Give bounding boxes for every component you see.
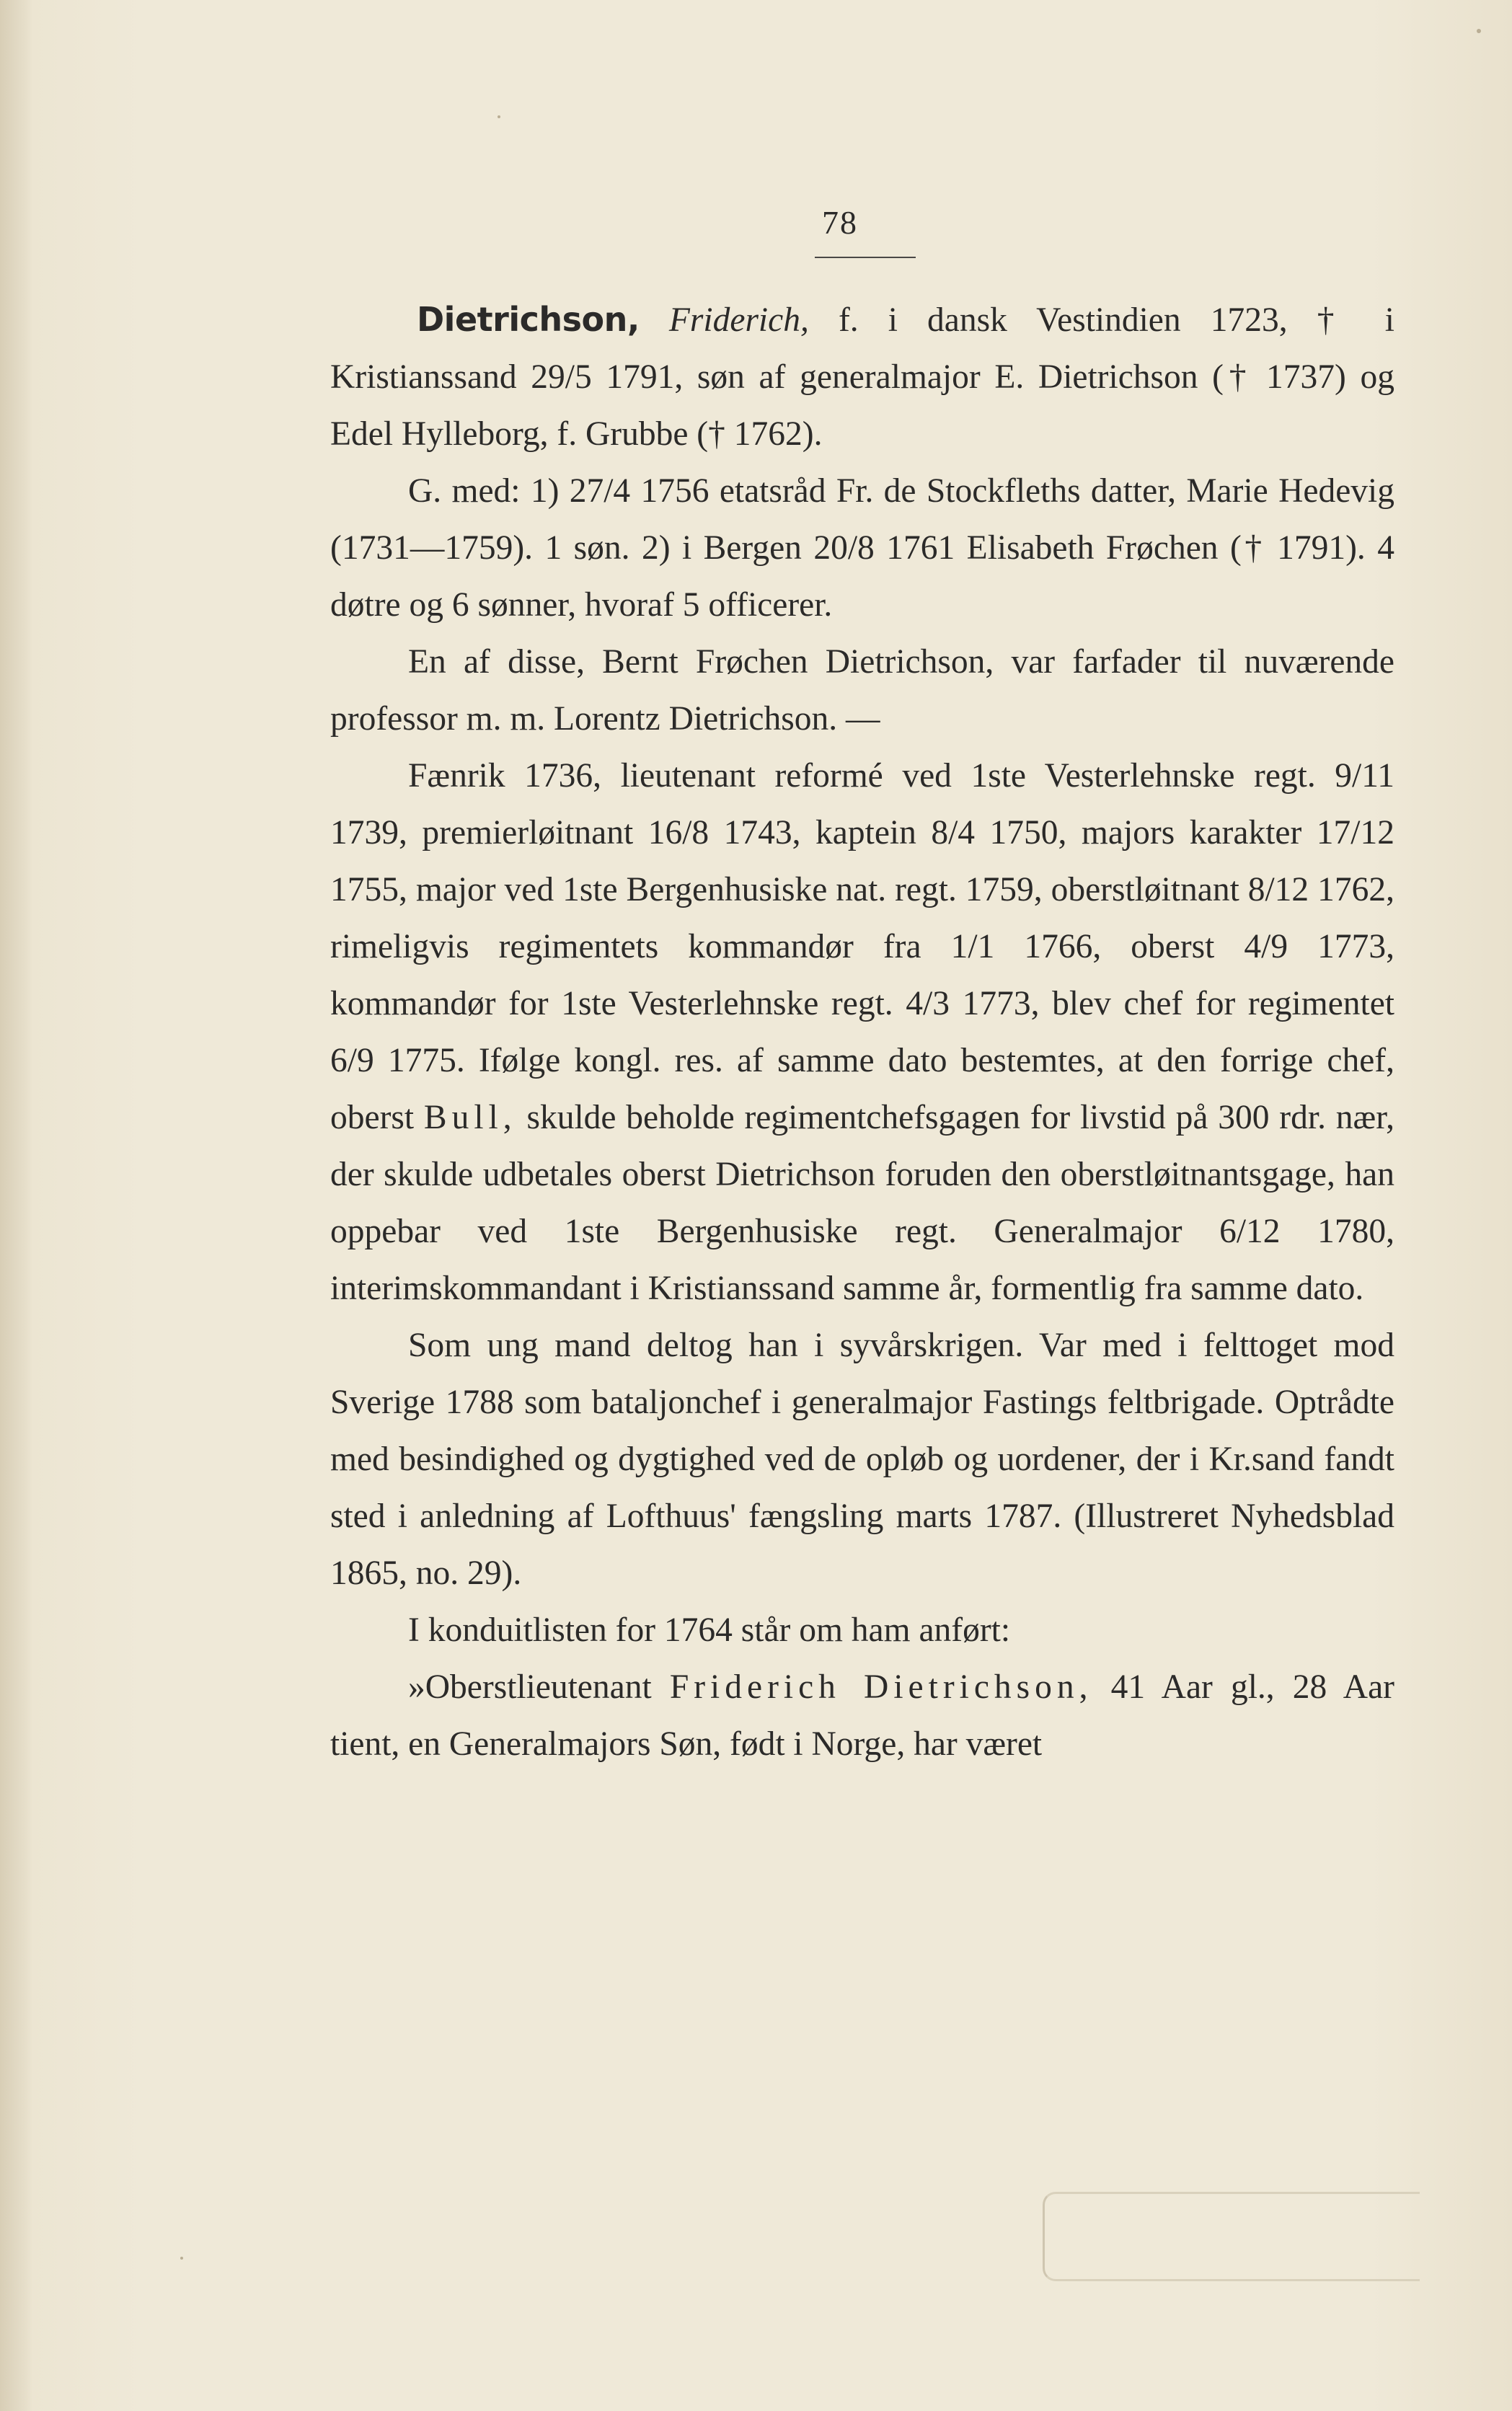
entry-given-name: Friderich,	[668, 301, 809, 339]
spaced-name-bull: Bull,	[423, 1099, 517, 1136]
paper-speck	[180, 2257, 183, 2260]
entry-body	[330, 291, 1394, 1773]
page-edge-shadow	[0, 0, 33, 2411]
quote-open: »Oberstlieutenant	[408, 1668, 652, 1706]
career-text-continued: skulde beholde regimentchefsgagen for livstid på 300 rdr. nær, der skulde udbetales oberst Dietrichson foruden den oberstløitnantsgage, han oppebar ved 1ste Bergenhusiske regt. Generalmajor 6/12 1780, interimskommandant i Kristianssand samme år, formentlig fra samme dato.	[330, 1099, 1394, 1307]
page-corner-mark	[1043, 2192, 1420, 2281]
entry-paragraph-conduct-list: I konduitlisten for 1764 står om ham anført:	[408, 1611, 1011, 1649]
entry-paragraph-marriages: G. med: 1) 27/4 1756 etatsråd Fr. de Stockfleths datter, Marie Hedevig (1731—1759). 1 søn. 2) i Bergen 20/8 1761 Elisabeth Frøchen († 1791). 4 døtre og 6 sønner, hvoraf 5 officerer.	[330, 472, 1394, 624]
paper-speck	[498, 115, 500, 118]
entry-surname: Dietrichson,	[417, 300, 640, 339]
career-text: Fænrik 1736, lieutenant reformé ved 1ste Vesterlehnske regt. 9/11 1739, premierløitnant 16/8 1743, kaptein 8/4 1750, majors karakter 17/12 1755, major ved 1ste Bergenhusiske nat. regt. 1759, oberstløitnant 8/12 1762, rimeligvis regimentets kommandør fra 1/1 1766, oberst 4/9 1773, kommandør for 1ste Vesterlehnske regt. 4/3 1773, blev chef for regimentet 6/9 1775. Ifølge kongl. res. af samme dato bestemtes, at den forrige chef, oberst	[330, 757, 1394, 1136]
entry-birth-death: f. i dansk Vestindien 1723, † i Kristianssand 29/5 1791, søn af generalmajor E. Dietrichson († 1737) og Edel Hylleborg, f. Grubbe († 1762).	[330, 301, 1395, 453]
entry-paragraph-war: Som ung mand deltog han i syvårskrigen. Var med i felttoget mod Sverige 1788 som bataljonchef i generalmajor Fastings feltbrigade. Optrådte med besindighed og dygtighed ved de opløb og uordener, der i Kr.sand fandt sted i anledning af Lofthuus' fængsling marts 1787. (Illustreret Nyhedsblad 1865, no. 29).	[330, 1327, 1394, 1592]
entry-paragraph-quote	[330, 1659, 1394, 1773]
quote-rest: 41 Aar gl., 28 Aar tient, en Generalmajors Søn, født i Norge, har været	[330, 1668, 1394, 1763]
entry-paragraph-career	[330, 748, 1394, 1317]
quote-spaced-name: Friderich Dietrichson,	[669, 1668, 1093, 1706]
page-number-rule	[815, 257, 916, 258]
paper-speck	[1477, 29, 1481, 33]
entry-paragraph-descendant: En af disse, Bernt Frøchen Dietrichson, var farfader til nuværende professor m. m. Lorentz Dietrichson. —	[330, 643, 1394, 738]
page-number: 78	[822, 204, 858, 241]
entry-paragraph-heading	[330, 291, 1394, 463]
